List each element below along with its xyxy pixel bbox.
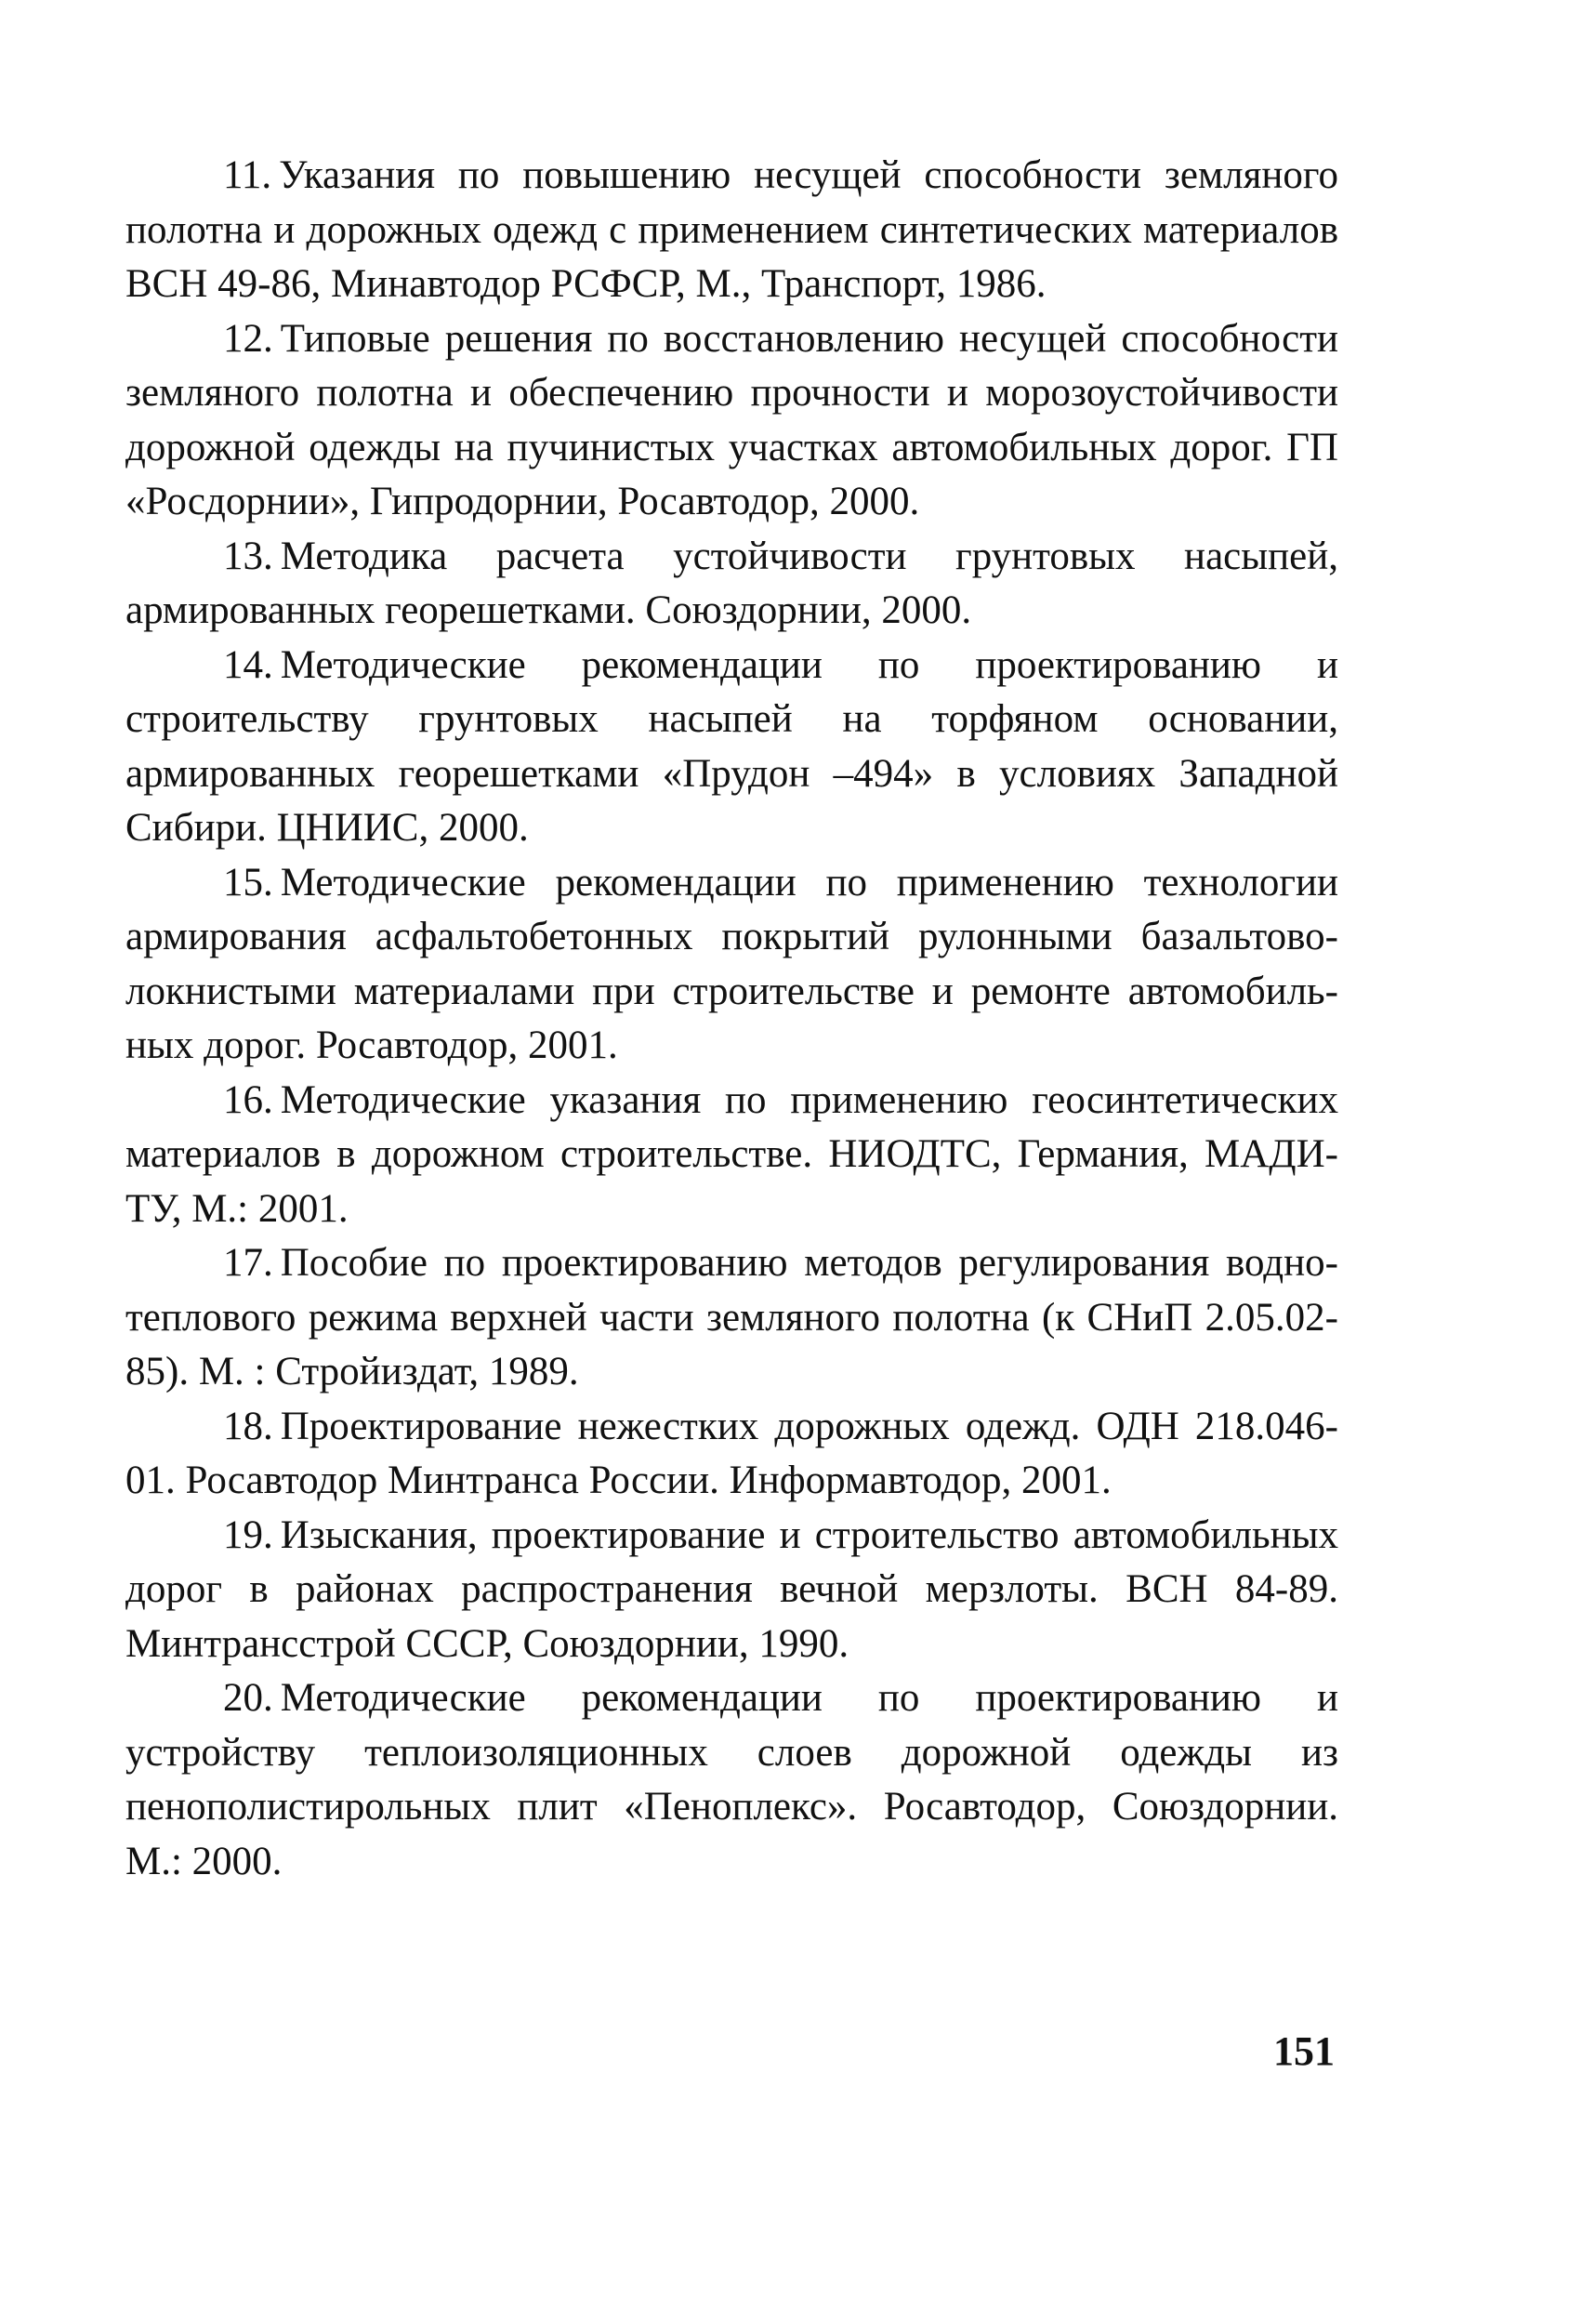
reference-item — [125, 1509, 1338, 1672]
reference-number: 12. — [223, 316, 273, 361]
reference-number: 11. — [223, 153, 272, 197]
reference-list — [125, 149, 1338, 1889]
reference-number: 15. — [223, 860, 273, 905]
reference-number: 14. — [223, 642, 273, 687]
reference-text: Изыскания, проектирование и строительство автомобильных дорог в районах распространения вечной мерзлоты. ВСН 84-89. Минтрансстрой СССР, Союздорнии, 1990. — [125, 1512, 1338, 1666]
reference-text: Пособие по проектированию методов регулирования водно-теплового режима верхней части земляного полотна (к СНиП 2.05.02-85). М. : Стройиздат, 1989. — [125, 1241, 1338, 1393]
reference-item — [125, 312, 1338, 530]
reference-number: 17. — [223, 1241, 273, 1285]
reference-item — [125, 530, 1338, 639]
reference-item — [125, 149, 1338, 312]
reference-item — [125, 1671, 1338, 1889]
reference-item — [125, 639, 1338, 856]
reference-text: Методические рекомендации по проектированию и устройству теплоизоляционных слоев дорожной одежды из пенополистирольных плит «Пеноплекс». Росавтодор, Союздорнии. М.: 2000. — [125, 1676, 1338, 1883]
reference-number: 20. — [223, 1676, 273, 1720]
reference-number: 16. — [223, 1077, 273, 1122]
reference-text: Типовые решения по восстановлению несущей способности земляного полотна и обеспечению прочности и морозоустойчивости дорожной одежды на пучинистых участках автомобильных дорог. ГП «Росдорнии», Гипродорнии, Росавтодор, 2000. — [125, 316, 1338, 523]
reference-number: 19. — [223, 1512, 273, 1557]
reference-text: Указания по повышению несущей способности земляного полотна и дорожных одежд с применением синтетических материалов ВСН 49-86, Минавтодор РСФСР, М., Транспорт, 1986. — [125, 153, 1338, 306]
reference-text: Проектирование нежестких дорожных одежд. ОДН 218.046-01. Росавтодор Минтранса России. Информавтодор, 2001. — [125, 1404, 1338, 1502]
page-number: 151 — [1273, 2028, 1335, 2074]
reference-item — [125, 1074, 1338, 1237]
reference-item — [125, 856, 1338, 1074]
reference-text: Методические рекомендации по проектированию и строительству грунтовых насыпей на торфяном основании, армированных георешетками «Прудон –494» в условиях Западной Сибири. ЦНИИС, 2000. — [125, 642, 1338, 850]
reference-text: Методические указания по применению геосинтетических материалов в дорожном строительстве. НИОДТС, Германия, МАДИ-ТУ, М.: 2001. — [125, 1077, 1338, 1231]
reference-text: Методика расчета устойчивости грунтовых насыпей, армированных георешетками. Союздорнии, 2000. — [125, 534, 1338, 632]
reference-number: 13. — [223, 534, 273, 578]
reference-item — [125, 1236, 1338, 1400]
reference-number: 18. — [223, 1404, 273, 1448]
reference-text: Методические рекомендации по применению технологии армирования асфальтобетонных покрытий рулонными базальтоволокнистыми материалами при строительстве и ремонте автомобильных дорог. Росавтодор, 2001. — [125, 860, 1338, 1067]
reference-item — [125, 1400, 1338, 1509]
